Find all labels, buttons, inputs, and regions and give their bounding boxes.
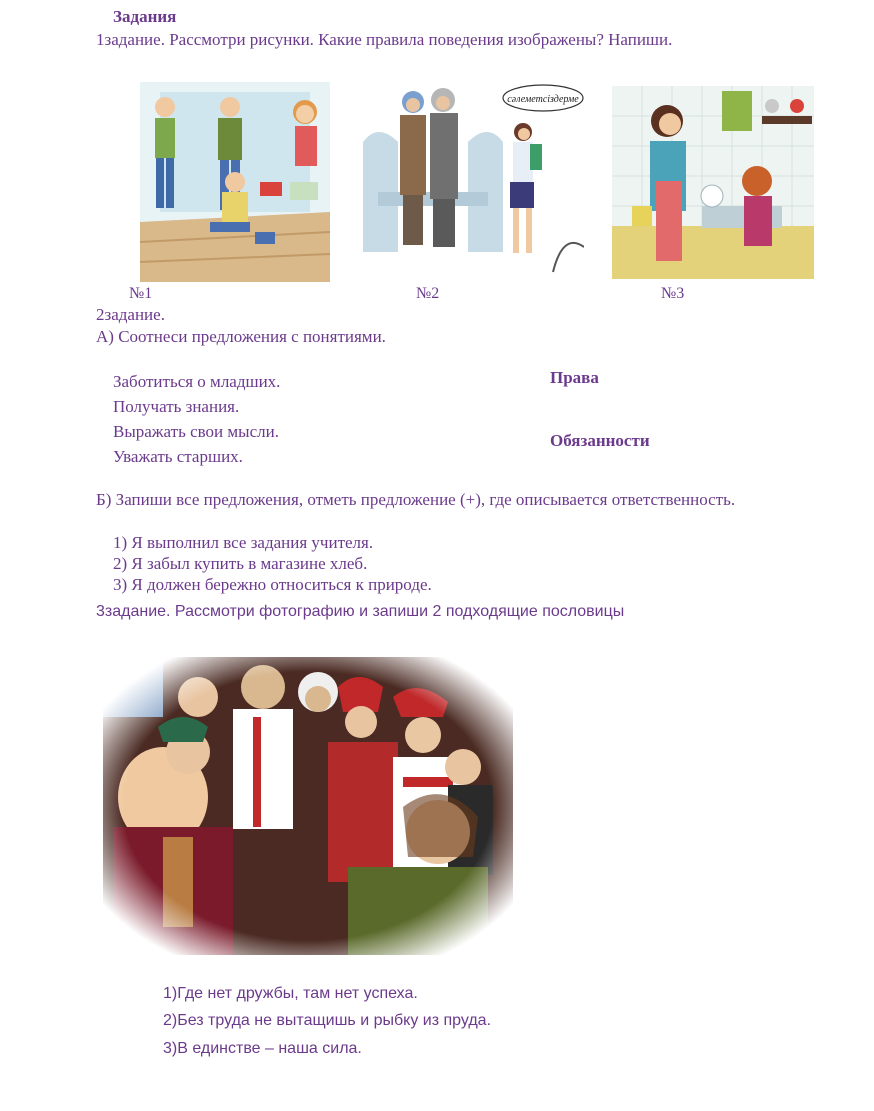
caption-2: №2 — [416, 285, 440, 302]
illustration-2-greeting-elders — [358, 82, 584, 282]
sentence-item: Выражать свои мысли. — [113, 422, 279, 441]
concept-rights: Права — [550, 368, 599, 387]
proverb-item: 1)Где нет дружбы, там нет успеха. — [163, 985, 418, 1002]
page-heading: Задания — [113, 7, 177, 26]
caption-3: №3 — [661, 285, 685, 302]
numbered-sentence: 1) Я выполнил все задания учителя. — [113, 533, 374, 552]
caption-1: №1 — [129, 285, 153, 302]
photo-national-costumes — [103, 657, 513, 955]
task2-part-b: Б) Запиши все предложения, отметь предложение (+), где описывается ответственность. — [96, 490, 736, 509]
illustration-1-greeting — [140, 82, 330, 282]
proverb-item: 3)В единстве – наша сила. — [163, 1040, 362, 1057]
speech-bubble-text: сәлеметсіздерме — [507, 94, 579, 105]
proverb-item: 2)Без труда не вытащишь и рыбку из пруда. — [163, 1012, 492, 1029]
sentence-item: Заботиться о младших. — [113, 372, 281, 391]
task1-instruction: 1задание. Рассмотри рисунки. Какие правила поведения изображены? Напиши. — [96, 30, 673, 49]
sentence-item: Получать знания. — [113, 397, 240, 416]
task3-instruction: 3задание. Рассмотри фотографию и запиши 2 подходящие пословицы — [96, 603, 625, 620]
illustration-3-kitchen-help — [612, 86, 814, 279]
numbered-sentence: 2) Я забыл купить в магазине хлеб. — [113, 554, 368, 573]
concept-duties: Обязанности — [550, 431, 650, 450]
sentence-item: Уважать старших. — [113, 447, 243, 466]
numbered-sentence: 3) Я должен бережно относиться к природе. — [113, 575, 432, 594]
task2-part-a: А) Соотнеси предложения с понятиями. — [96, 327, 386, 346]
task2-title: 2задание. — [96, 305, 165, 324]
